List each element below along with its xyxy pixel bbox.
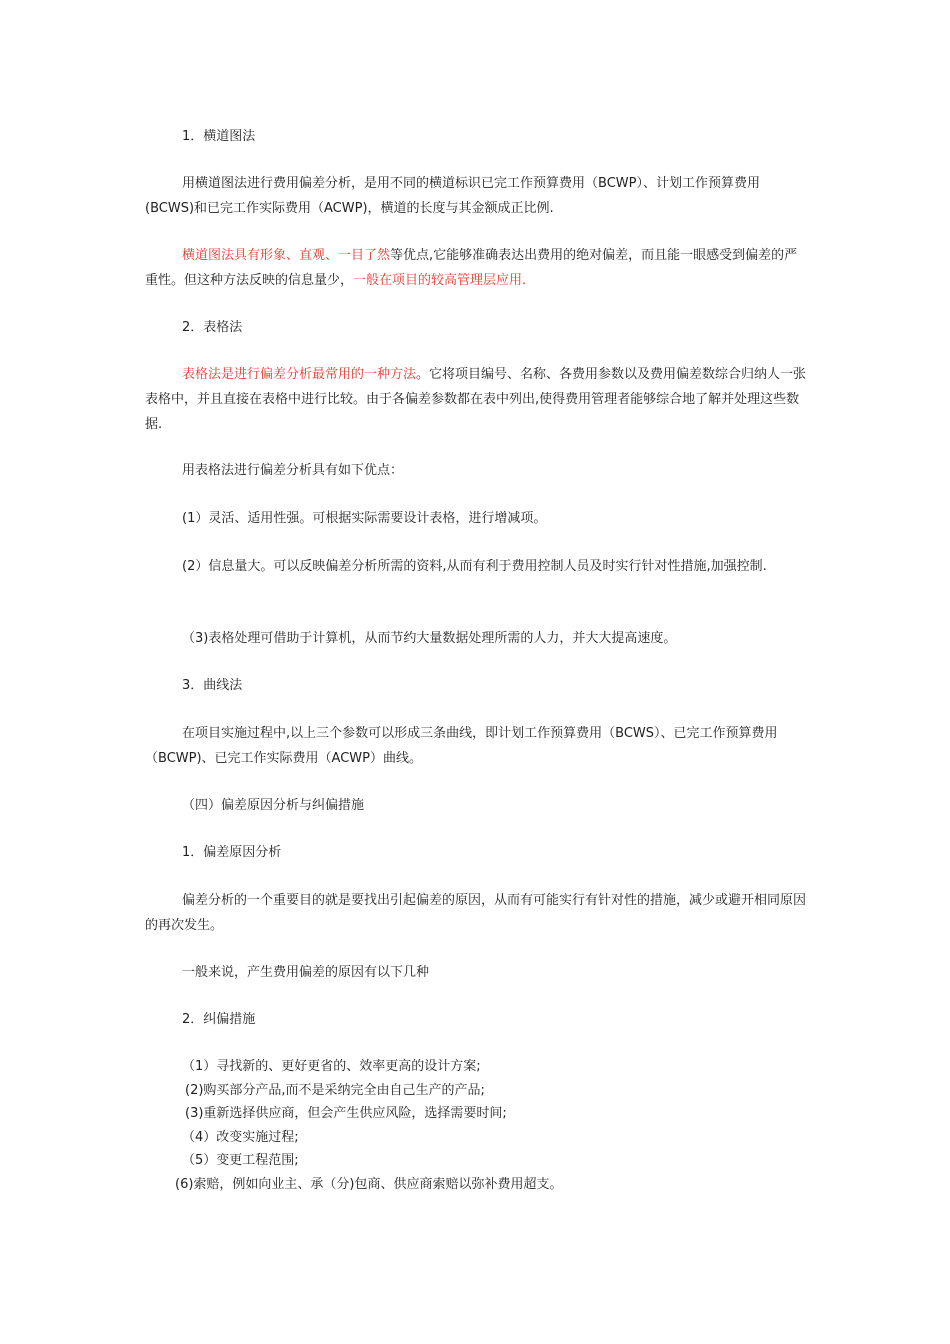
list-item: （1）寻找新的、更好更省的、效率更高的设计方案;	[182, 1059, 481, 1074]
paragraph-advantage-3: （3)表格处理可借助于计算机，从而节约大量数据处理所需的人力，并大大提高速度。	[182, 631, 677, 646]
paragraph-advantage-1: (1）灵活、适用性强。可根据实际需要设计表格，进行增减项。	[182, 511, 547, 526]
paragraph-curve-description: 在项目实施过程中,以上三个参数可以形成三条曲线，即计划工作预算费用（BCWS）、已完工作预算费用（BCWP)、已完工作实际费用（ACWP）曲线。	[145, 726, 778, 766]
text-gantt-body: 等优点,它能够准确表达出费用的绝对偏差，而且能一眼感受到偏差的严重性。但这种方法反映的信息量少，	[145, 248, 798, 288]
highlight-gantt-advantages: 横道图法具有形象、直观、一目了然	[182, 248, 391, 263]
paragraph-causes-intro: 一般来说，产生费用偏差的原因有以下几种	[182, 965, 430, 980]
highlight-gantt-usage: 一般在项目的较高管理层应用.	[353, 273, 527, 288]
heading-cause-analysis: 1．偏差原因分析	[182, 845, 282, 860]
paragraph-gantt-pros-cons	[145, 243, 807, 293]
correction-measures-list	[145, 1055, 807, 1196]
heading-gantt-method: 1．横道图法	[182, 129, 256, 144]
highlight-table-method: 表格法是进行偏差分析最常用的一种方法	[182, 367, 417, 382]
heading-correction-measures: 2．纠偏措施	[182, 1012, 256, 1027]
list-item: (3)重新选择供应商，但会产生供应风险，选择需要时间;	[185, 1106, 507, 1121]
text-table-body: 。它将项目编号、名称、各费用参数以及费用偏差数综合归纳人一张表格中，并且直接在表格中进行比较。由于各偏差参数都在表中列出,使得费用管理者能够综合地了解并处理这些数据.	[145, 367, 807, 432]
list-item: （5）变更工程范围;	[182, 1153, 299, 1168]
heading-deviation-causes-measures: （四）偏差原因分析与纠偏措施	[182, 798, 365, 813]
heading-curve-method: 3．曲线法	[182, 678, 243, 693]
list-item: （4）改变实施过程;	[182, 1129, 299, 1145]
list-item: (6)索赔，例如向业主、承（分)包商、供应商索赔以弥补费用超支。	[175, 1176, 563, 1192]
paragraph-table-advantages-intro: 用表格法进行偏差分析具有如下优点：	[182, 463, 404, 478]
paragraph-table-description	[145, 362, 807, 437]
paragraph-cause-analysis: 偏差分析的一个重要目的就是要找出引起偏差的原因，从而有可能实行有针对性的措施，减少或避开相同原因的再次发生。	[145, 893, 807, 933]
paragraph-advantage-2: (2）信息量大。可以反映偏差分析所需的资料,从而有利于费用控制人员及时实行针对性措施,加强控制.	[182, 559, 767, 574]
heading-table-method: 2．表格法	[182, 320, 243, 335]
list-item: (2)购买部分产品,而不是采纳完全由自己生产的产品;	[185, 1082, 485, 1098]
paragraph-gantt-description: 用横道图法进行费用偏差分析，是用不同的横道标识已完工作预算费用（BCWP）、计划工作预算费用(BCWS)和已完工作实际费用（ACWP)，横道的长度与其金额成正比例.	[145, 176, 760, 216]
